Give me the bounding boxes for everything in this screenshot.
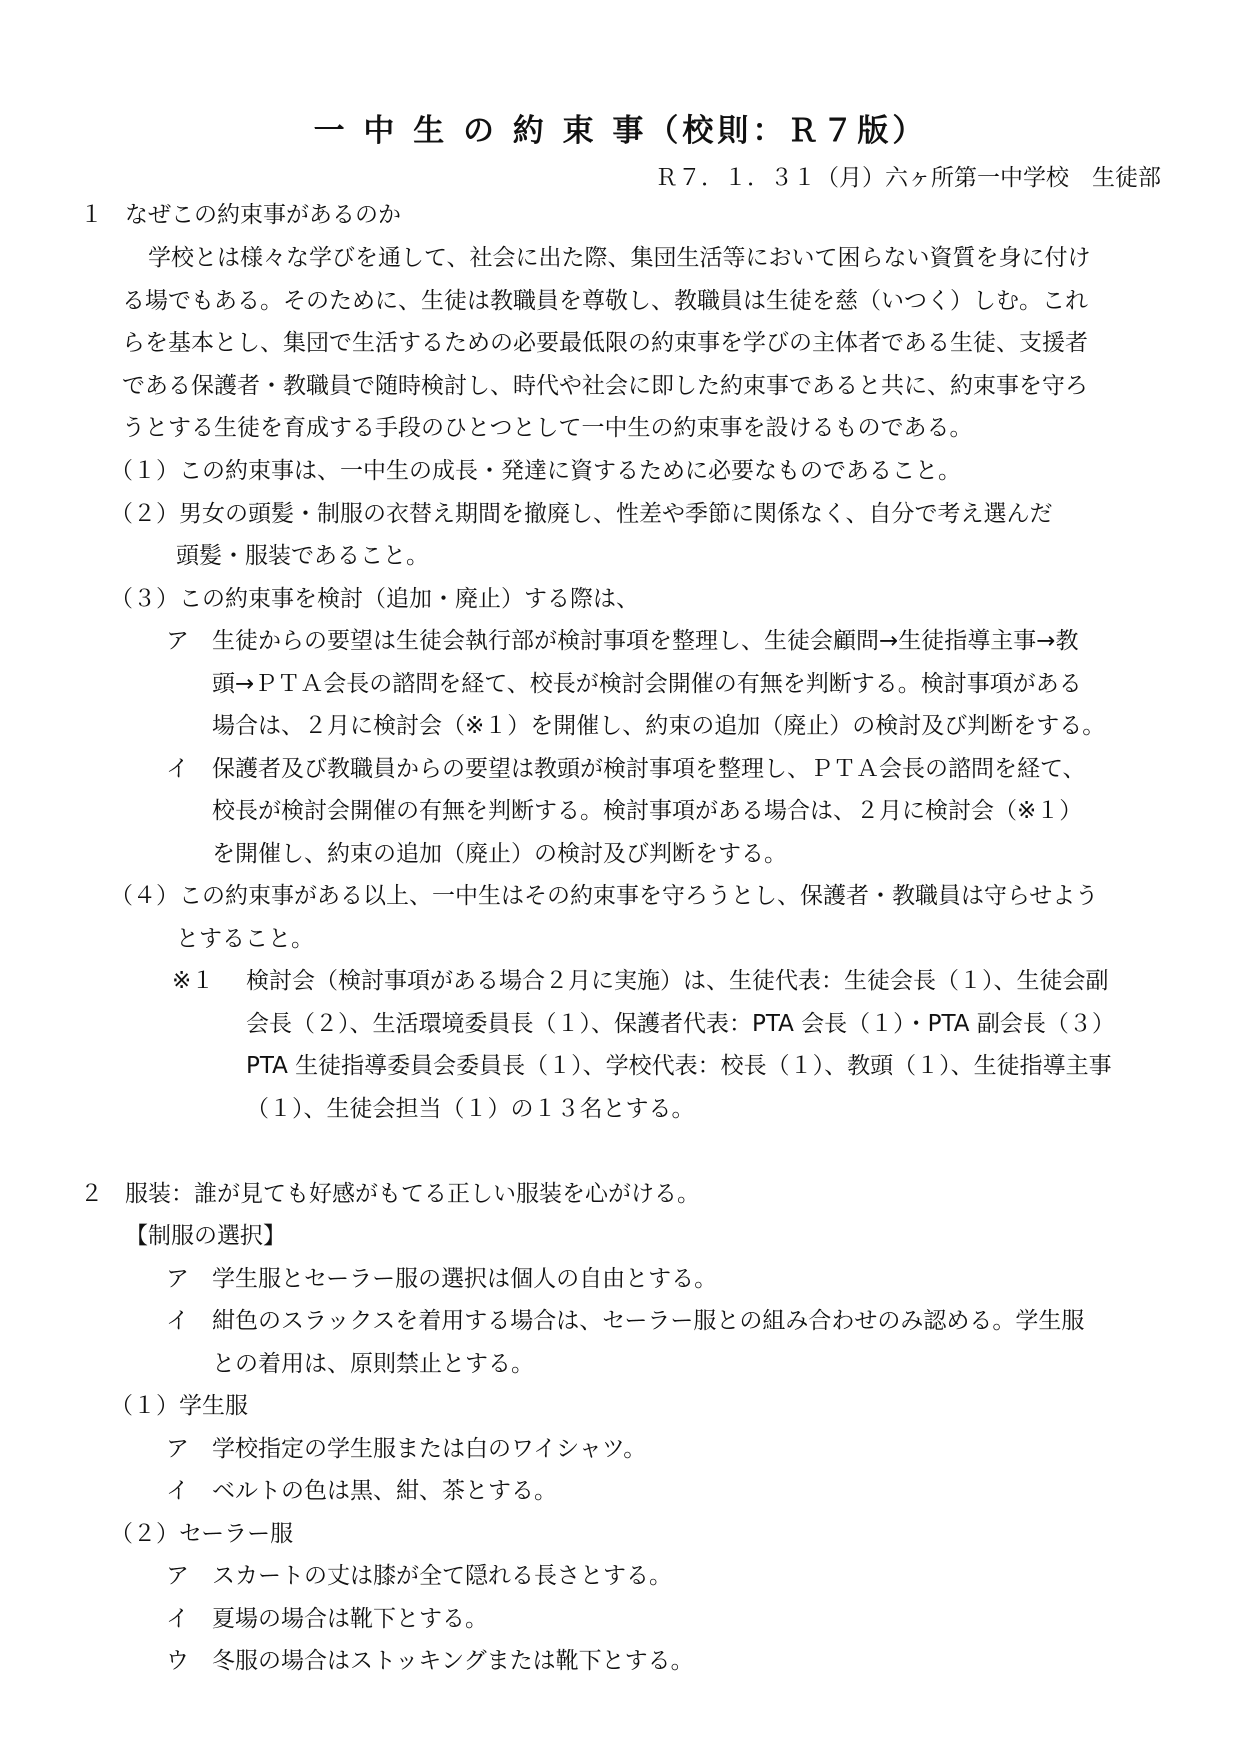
gakuran-b-text: ベルトの色は黒、紺、茶とする。: [212, 1478, 557, 1504]
section1-item4-line-2: とすること。: [176, 926, 314, 952]
section1-heading: なぜこの約束事があるのか: [125, 202, 401, 228]
section1-note-line-4: （１）、生徒会担当（１）の１３名とする。: [246, 1096, 695, 1122]
uniform-b-mark: イ: [166, 1308, 189, 1334]
sailor-b-text: 夏場の場合は靴下とする。: [212, 1606, 488, 1632]
uniform-b-line-2: との着用は、原則禁止とする。: [212, 1351, 534, 1377]
section1-para-line-1: 学校とは様々な学びを通して、社会に出た際、集団生活等において困らない資質を身に付け: [148, 245, 1091, 271]
section1-item2-line-1: （２）男女の頭髪・制服の衣替え期間を撤廃し、性差や季節に関係なく、自分で考え選んだ: [110, 501, 1053, 527]
section1-note-line-1: 検討会（検討事項がある場合２月に実施）は、生徒代表：生徒会長（１）、生徒会副: [246, 968, 1109, 994]
section1-item3b-line-1: 保護者及び教職員からの要望は教頭が検討事項を整理し、ＰＴＡ会長の諮問を経て、: [212, 756, 1086, 782]
uniform-b-line-1: 紺色のスラックスを着用する場合は、セーラー服との組み合わせのみ認める。学生服: [212, 1308, 1085, 1334]
section1-item3a-line-1: 生徒からの要望は生徒会執行部が検討事項を整理し、生徒会顧問→生徒指導主事→教: [212, 628, 1079, 654]
date-line: Ｒ７．１．３１（月）六ヶ所第一中学校 生徒部: [655, 165, 1161, 191]
sailor-a-mark: ア: [166, 1563, 189, 1589]
sailor-c-mark: ウ: [166, 1648, 189, 1674]
uniform-a-mark: ア: [166, 1266, 189, 1292]
uniform-a-text: 学生服とセーラー服の選択は個人の自由とする。: [212, 1266, 718, 1292]
section1-item3a-line-2: 頭→ＰＴＡ会長の諮問を経て、校長が検討会開催の有無を判断する。検討事項がある: [212, 671, 1082, 697]
section1-item3: （３）この約束事を検討（追加・廃止）する際は、: [110, 586, 639, 612]
section1-item1: （１）この約束事は、一中生の成長・発達に資するために必要なものであること。: [110, 458, 961, 484]
section1-note-line-2: 会長（２）、生活環境委員長（１）、保護者代表：PTA 会長（１）・PTA 副会長（３）: [246, 1011, 1115, 1037]
sailor-heading: （２）セーラー服: [110, 1521, 294, 1547]
section1-item3a-line-3: 場合は、２月に検討会（※１）を開催し、約束の追加（廃止）の検討及び判断をする。: [212, 713, 1106, 739]
section1-item2-line-2: 頭髪・服装であること。: [176, 543, 429, 569]
section1-item3b-line-2: 校長が検討会開催の有無を判断する。検討事項がある場合は、２月に検討会（※１）: [212, 798, 1083, 824]
section1-note-line-3: PTA 生徒指導委員会委員長（１）、学校代表：校長（１）、教頭（１）、生徒指導主事: [246, 1053, 1112, 1079]
gakuran-a-text: 学校指定の学生服または白のワイシャツ。: [212, 1436, 647, 1462]
section1-para-line-4: である保護者・教職員で随時検討し、時代や社会に即した約束事であると共に、約束事を守ろ: [122, 373, 1088, 399]
section1-item4-line-1: （４）この約束事がある以上、一中生はその約束事を守ろうとし、保護者・教職員は守らせよう: [110, 883, 1099, 909]
gakuran-b-mark: イ: [166, 1478, 189, 1504]
section1-para-line-3: らを基本とし、集団で生活するための必要最低限の約束事を学びの主体者である生徒、支援者: [122, 330, 1088, 356]
uniform-selection-heading: 【制服の選択】: [125, 1223, 286, 1249]
section2-heading: 服装：誰が見ても好感がもてる正しい服装を心がける。: [125, 1181, 700, 1207]
sailor-b-mark: イ: [166, 1606, 189, 1632]
gakuran-heading: （１）学生服: [110, 1393, 248, 1419]
section1-item3b-mark: イ: [166, 756, 189, 782]
section1-item3a-mark: ア: [166, 628, 189, 654]
sailor-c-text: 冬服の場合はストッキングまたは靴下とする。: [212, 1648, 694, 1674]
section1-para-line-2: る場でもある。そのために、生徒は教職員を尊敬し、教職員は生徒を慈（いつく）しむ。これ: [122, 288, 1088, 314]
section1-number: １: [80, 202, 103, 228]
gakuran-a-mark: ア: [166, 1436, 189, 1462]
page-title: 一 中 生 の 約 束 事（校則：Ｒ７版）: [313, 113, 928, 149]
section1-para-line-5: うとする生徒を育成する手段のひとつとして一中生の約束事を設けるものである。: [122, 415, 973, 441]
section1-item3b-line-3: を開催し、約束の追加（廃止）の検討及び判断をする。: [212, 841, 787, 867]
section1-note-mark: ※１: [172, 968, 215, 994]
sailor-a-text: スカートの丈は膝が全て隠れる長さとする。: [212, 1563, 672, 1589]
section2-number: ２: [80, 1181, 103, 1207]
